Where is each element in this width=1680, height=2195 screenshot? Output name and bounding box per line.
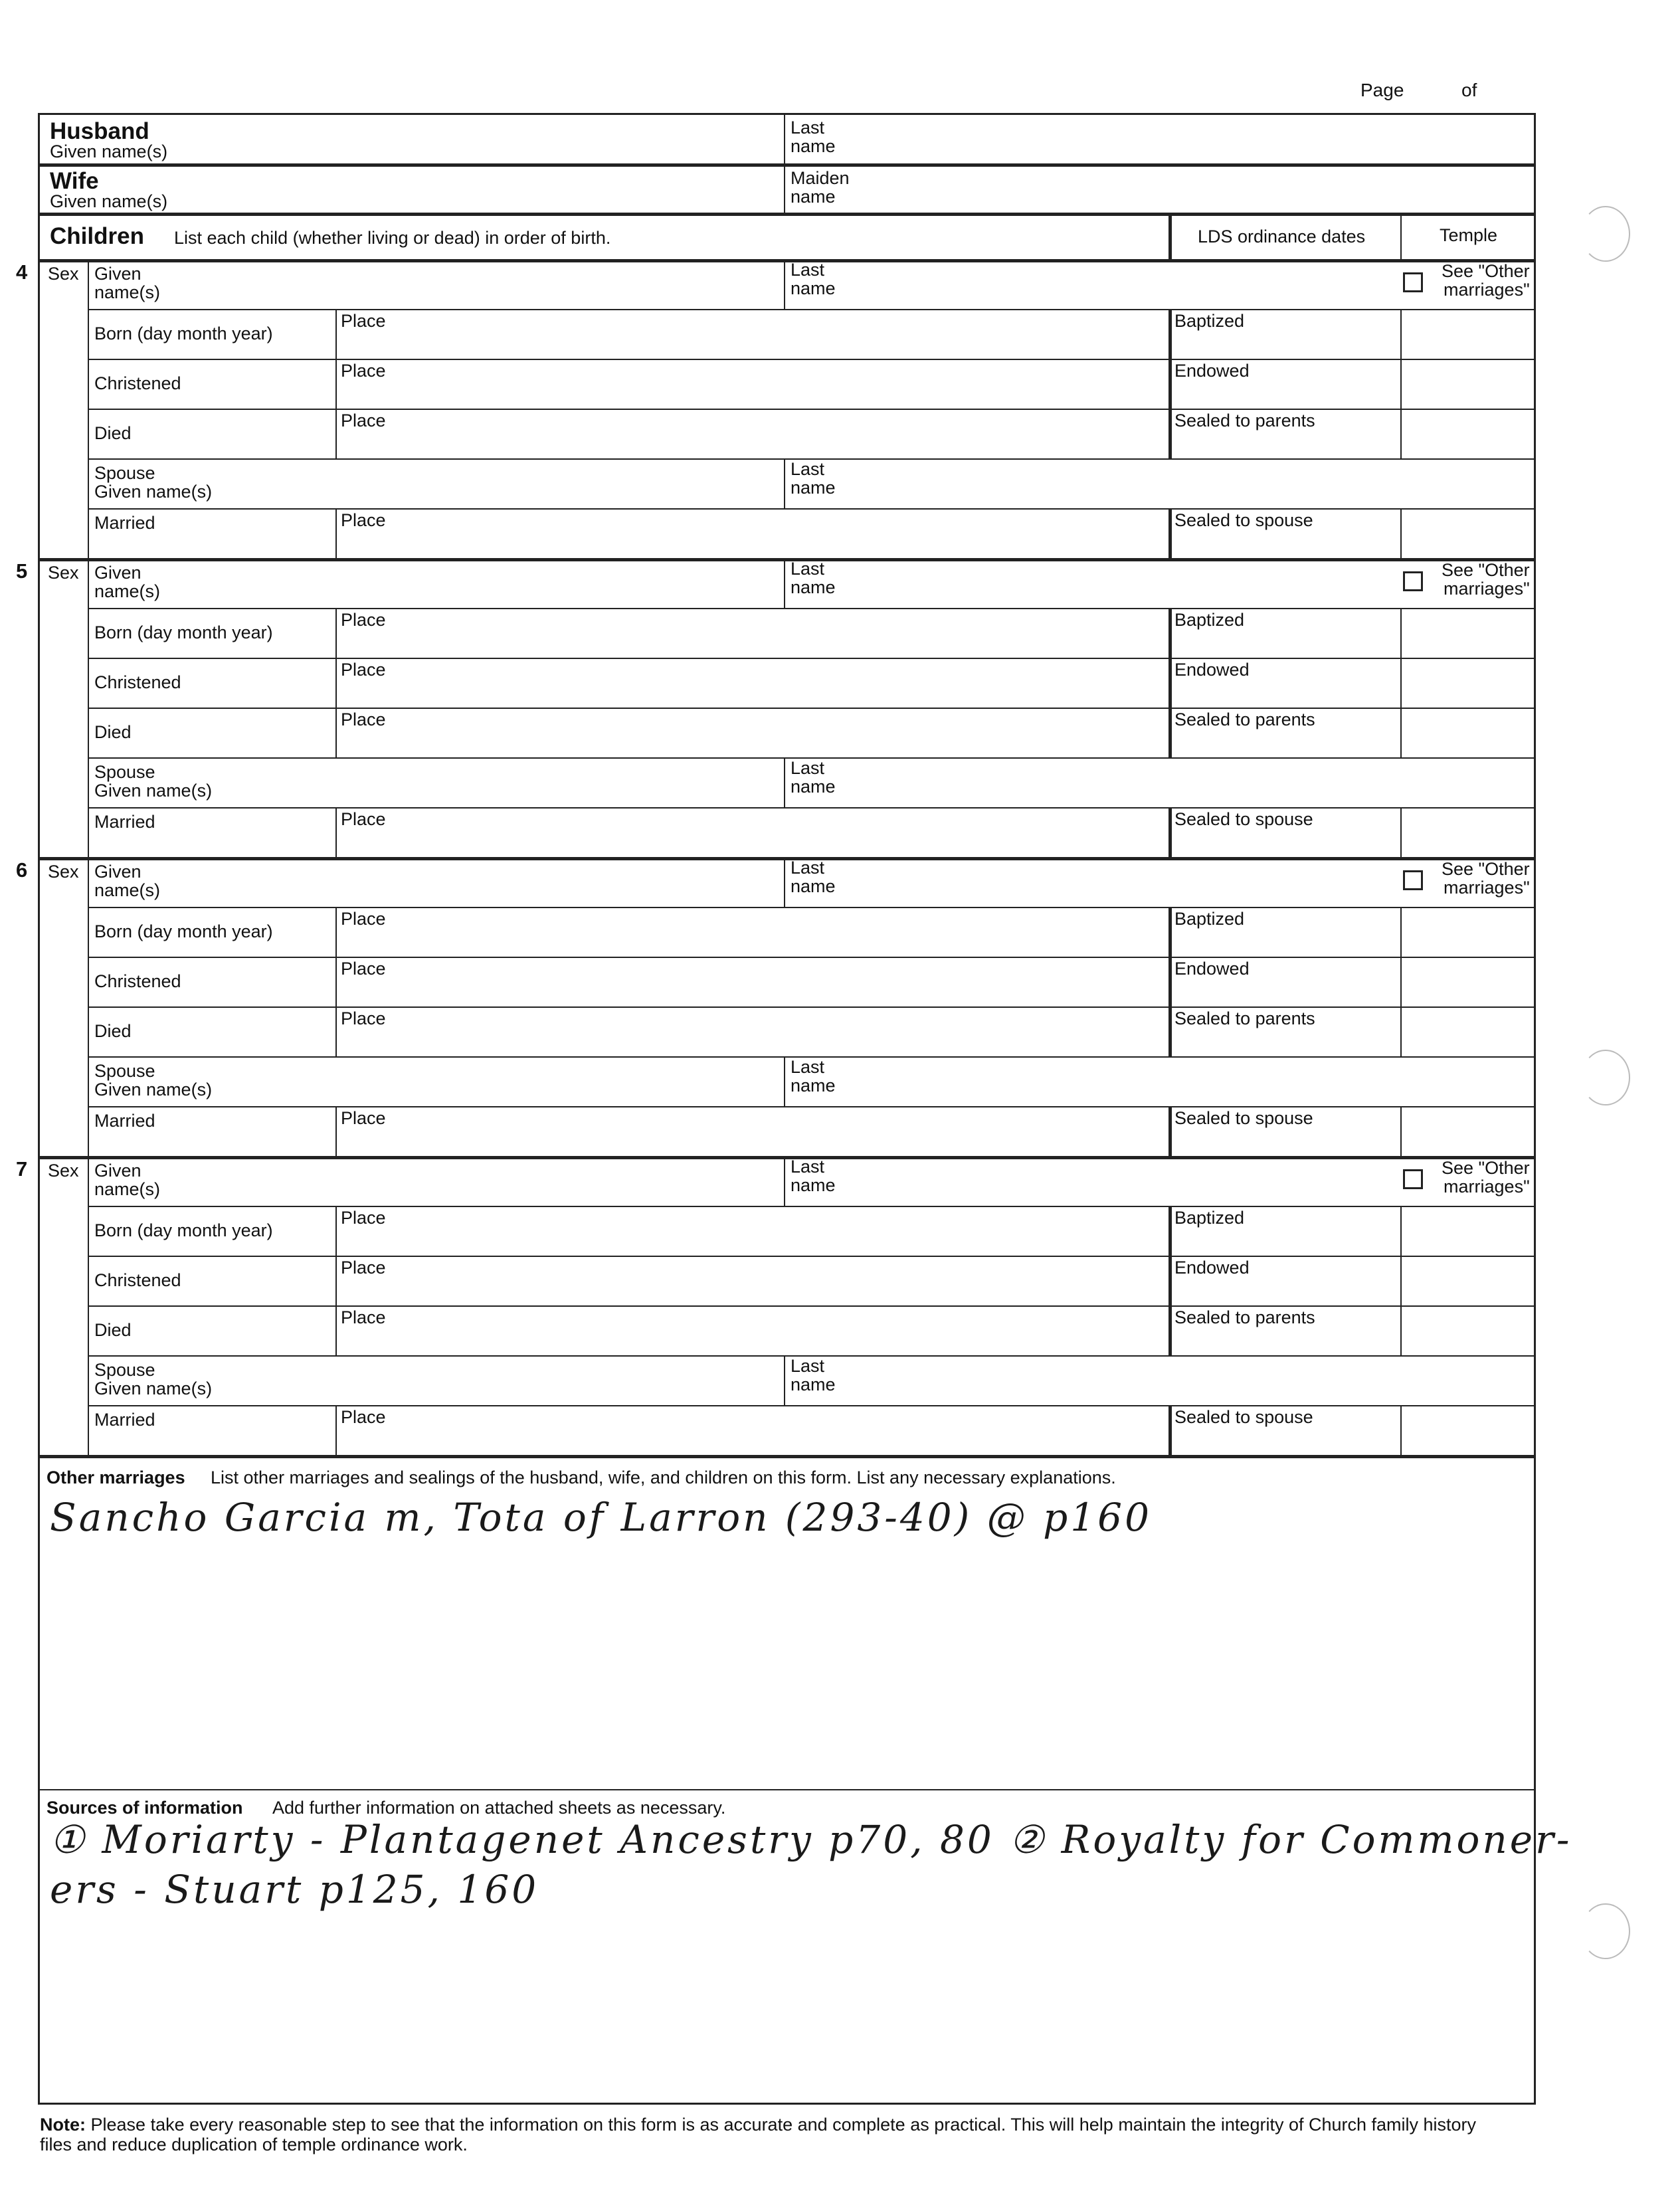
temple-column-rule (1400, 1106, 1402, 1156)
spouse-last-label: Last name (791, 1356, 836, 1394)
binder-hole-bottom (1581, 1903, 1630, 1959)
see-other-marriages-label: See "Other marriages" (1442, 560, 1530, 599)
married-label: Married (94, 812, 155, 832)
temple-column-rule (1400, 608, 1402, 757)
sex-label: Sex (48, 563, 79, 583)
sealed_parents-label: Sealed to parents (1174, 1307, 1315, 1327)
other-marriages-instruction: List other marriages and sealings of the husband, wife, and children on this form. List any necessary explanations. (211, 1468, 1116, 1487)
born-label: Born (day month year) (94, 622, 273, 642)
spouse-last-label: Last name (791, 459, 836, 498)
born-label: Born (day month year) (94, 921, 273, 941)
temple-column-rule (1400, 309, 1402, 458)
note (40, 2115, 1501, 2154)
last-name-column-rule (784, 558, 785, 608)
temple-label: Temple (1440, 225, 1498, 245)
husband-given-label: Given name(s) (50, 142, 168, 161)
husband-bottom-rule (38, 163, 1536, 167)
place-column-rule (335, 508, 337, 558)
born-label: Born (day month year) (94, 324, 273, 343)
place-column-rule (335, 807, 337, 857)
married-label: Married (94, 1111, 155, 1131)
child-bottom-rule (38, 558, 1536, 561)
temple-column-rule (1400, 1405, 1402, 1455)
lds-column-rule (1168, 608, 1172, 757)
temple-column-rule (1400, 508, 1402, 558)
place-label: Place (341, 610, 386, 630)
child-number: 4 (16, 260, 28, 284)
place-column-rule (335, 1405, 337, 1455)
temple-column-rule (1400, 1206, 1402, 1355)
wife-given-label: Given name(s) (50, 191, 168, 211)
spouse-given-label: Spouse Given name(s) (94, 1360, 213, 1398)
spouse-given-label: Spouse Given name(s) (94, 1061, 213, 1099)
place-label: Place (341, 909, 386, 929)
other-marriages-title: Other marriages (47, 1468, 185, 1487)
row-rule (88, 508, 1536, 510)
temple-column-rule (1400, 807, 1402, 857)
place-label: Place (341, 1208, 386, 1228)
died-label: Died (94, 1320, 132, 1340)
last-name-column-rule (784, 757, 785, 807)
lds-column-rule (1168, 807, 1172, 857)
married-label: Married (94, 513, 155, 533)
children-instruction: List each child (whether living or dead) in order of birth. (174, 228, 611, 248)
child-bottom-rule (38, 1156, 1536, 1159)
last-name-column-rule (784, 1156, 785, 1206)
other-marriages-checkbox[interactable] (1403, 272, 1423, 292)
sealed-spouse-label: Sealed to spouse (1174, 1407, 1313, 1427)
lds-dates-label: LDS ordinance dates (1198, 227, 1366, 246)
place-column-rule (335, 1206, 337, 1355)
child-number: 7 (16, 1157, 28, 1181)
other-marriages-checkbox[interactable] (1403, 870, 1423, 890)
place-label: Place (341, 710, 386, 729)
binder-hole-top (1581, 206, 1630, 262)
lds-header-divider (1168, 213, 1172, 259)
temple-column-rule (1400, 907, 1402, 1056)
baptized-label: Baptized (1174, 610, 1245, 630)
place-label: Place (341, 660, 386, 680)
husband-title: Husband (50, 118, 149, 144)
row-rule (88, 907, 1536, 908)
lds-column-rule (1168, 508, 1172, 558)
sealed-spouse-label: Sealed to spouse (1174, 809, 1313, 829)
place-label: Place (341, 809, 386, 829)
see-other-marriages-label: See "Other marriages" (1442, 859, 1530, 898)
sources-instruction: Add further information on attached sheets as necessary. (272, 1798, 726, 1818)
baptized-label: Baptized (1174, 909, 1245, 929)
other-marriages-bottom-rule (38, 1789, 1536, 1790)
row-rule (88, 359, 1536, 360)
row-rule (88, 1206, 1536, 1207)
spouse-given-label: Spouse Given name(s) (94, 463, 213, 502)
row-rule (88, 1106, 1536, 1107)
place-label: Place (341, 1258, 386, 1278)
lds-column-rule (1168, 1206, 1172, 1355)
christened-label: Christened (94, 373, 181, 393)
binder-hole-middle (1581, 1050, 1630, 1105)
wife-bottom-rule (38, 213, 1536, 216)
place-column-rule (335, 1106, 337, 1156)
last-name-column-rule (784, 1056, 785, 1106)
row-rule (88, 957, 1536, 958)
child-number: 6 (16, 858, 28, 882)
died-label: Died (94, 722, 132, 742)
spouse-last-label: Last name (791, 758, 836, 797)
spouse-given-label: Spouse Given name(s) (94, 762, 213, 801)
children-title: Children (50, 223, 144, 249)
child-last-label: Last name (791, 858, 836, 896)
row-rule (88, 807, 1536, 809)
row-rule (88, 1006, 1536, 1008)
row-rule (88, 608, 1536, 609)
wife-maiden-label: Maiden name (791, 168, 850, 207)
endowed-label: Endowed (1174, 361, 1250, 381)
lds-column-rule (1168, 309, 1172, 458)
child-last-label: Last name (791, 559, 836, 597)
place-label: Place (341, 1407, 386, 1427)
lds-column-rule (1168, 1106, 1172, 1156)
lds-column-rule (1168, 1405, 1172, 1455)
child-last-label: Last name (791, 1157, 836, 1195)
page-label: Page (1360, 80, 1404, 100)
place-label: Place (341, 1008, 386, 1028)
other-marriages-checkbox[interactable] (1403, 1169, 1423, 1189)
sex-label: Sex (48, 862, 79, 882)
endowed-label: Endowed (1174, 1258, 1250, 1278)
place-label: Place (341, 510, 386, 530)
place-column-rule (335, 309, 337, 458)
place-column-rule (335, 608, 337, 757)
row-rule (88, 1405, 1536, 1406)
sex-label: Sex (48, 1161, 79, 1181)
child-given-label: Given name(s) (94, 264, 161, 302)
sex-label: Sex (48, 264, 79, 284)
baptized-label: Baptized (1174, 1208, 1245, 1228)
last-name-column-rule (784, 458, 785, 508)
temple-header-divider (1400, 213, 1402, 259)
endowed-label: Endowed (1174, 660, 1250, 680)
note-title: Note: (40, 2115, 86, 2135)
last-name-column-rule (784, 259, 785, 309)
wife-title: Wife (50, 168, 99, 194)
christened-label: Christened (94, 1270, 181, 1290)
child-bottom-rule (38, 1455, 1536, 1458)
died-label: Died (94, 1021, 132, 1041)
row-rule (88, 658, 1536, 659)
place-column-rule (335, 907, 337, 1056)
row-rule (88, 1305, 1536, 1307)
last-name-column-rule (784, 857, 785, 907)
christened-label: Christened (94, 971, 181, 991)
sealed_parents-label: Sealed to parents (1174, 710, 1315, 729)
row-rule (88, 1256, 1536, 1257)
other-marriages-handwriting: Sancho Garcia m, Tota of Larron (293-40) @ p160 (50, 1495, 1152, 1540)
died-label: Died (94, 423, 132, 443)
sources-title: Sources of information (47, 1798, 243, 1818)
endowed-label: Endowed (1174, 959, 1250, 979)
child-bottom-rule (38, 857, 1536, 860)
sources-handwriting-line2: ers - Stuart p125, 160 (50, 1867, 539, 1912)
child-given-label: Given name(s) (94, 862, 161, 900)
place-label: Place (341, 411, 386, 430)
husband-divider (784, 113, 785, 213)
child-given-label: Given name(s) (94, 563, 161, 601)
husband-last-label: Last name (791, 118, 836, 156)
place-label: Place (341, 1307, 386, 1327)
sealed_parents-label: Sealed to parents (1174, 411, 1315, 430)
lds-column-rule (1168, 907, 1172, 1056)
sealed-spouse-label: Sealed to spouse (1174, 1108, 1313, 1128)
christened-label: Christened (94, 672, 181, 692)
place-label: Place (341, 1108, 386, 1128)
last-name-column-rule (784, 1355, 785, 1405)
spouse-last-label: Last name (791, 1057, 836, 1096)
see-other-marriages-label: See "Other marriages" (1442, 1158, 1530, 1196)
child-last-label: Last name (791, 260, 836, 298)
sealed_parents-label: Sealed to parents (1174, 1008, 1315, 1028)
married-label: Married (94, 1410, 155, 1430)
row-rule (88, 409, 1536, 410)
child-given-label: Given name(s) (94, 1161, 161, 1199)
place-label: Place (341, 311, 386, 331)
child-number: 5 (16, 559, 28, 583)
children-header-rule (38, 259, 1536, 262)
place-label: Place (341, 959, 386, 979)
row-rule (88, 708, 1536, 709)
sealed-spouse-label: Sealed to spouse (1174, 510, 1313, 530)
other-marriages-checkbox[interactable] (1403, 571, 1423, 591)
sources-handwriting-line1: ① Moriarty - Plantagenet Ancestry p70, 80 ② Royalty for Commoner- (50, 1817, 1572, 1862)
of-label: of (1461, 80, 1477, 100)
row-rule (88, 309, 1536, 310)
see-other-marriages-label: See "Other marriages" (1442, 261, 1530, 300)
born-label: Born (day month year) (94, 1220, 273, 1240)
note-text: Please take every reasonable step to see that the information on this form is as accurate and complete as practical. This will help maintain the integrity of Church family history files and reduce duplication of temple ordinance work. (40, 2115, 1477, 2154)
baptized-label: Baptized (1174, 311, 1245, 331)
place-label: Place (341, 361, 386, 381)
